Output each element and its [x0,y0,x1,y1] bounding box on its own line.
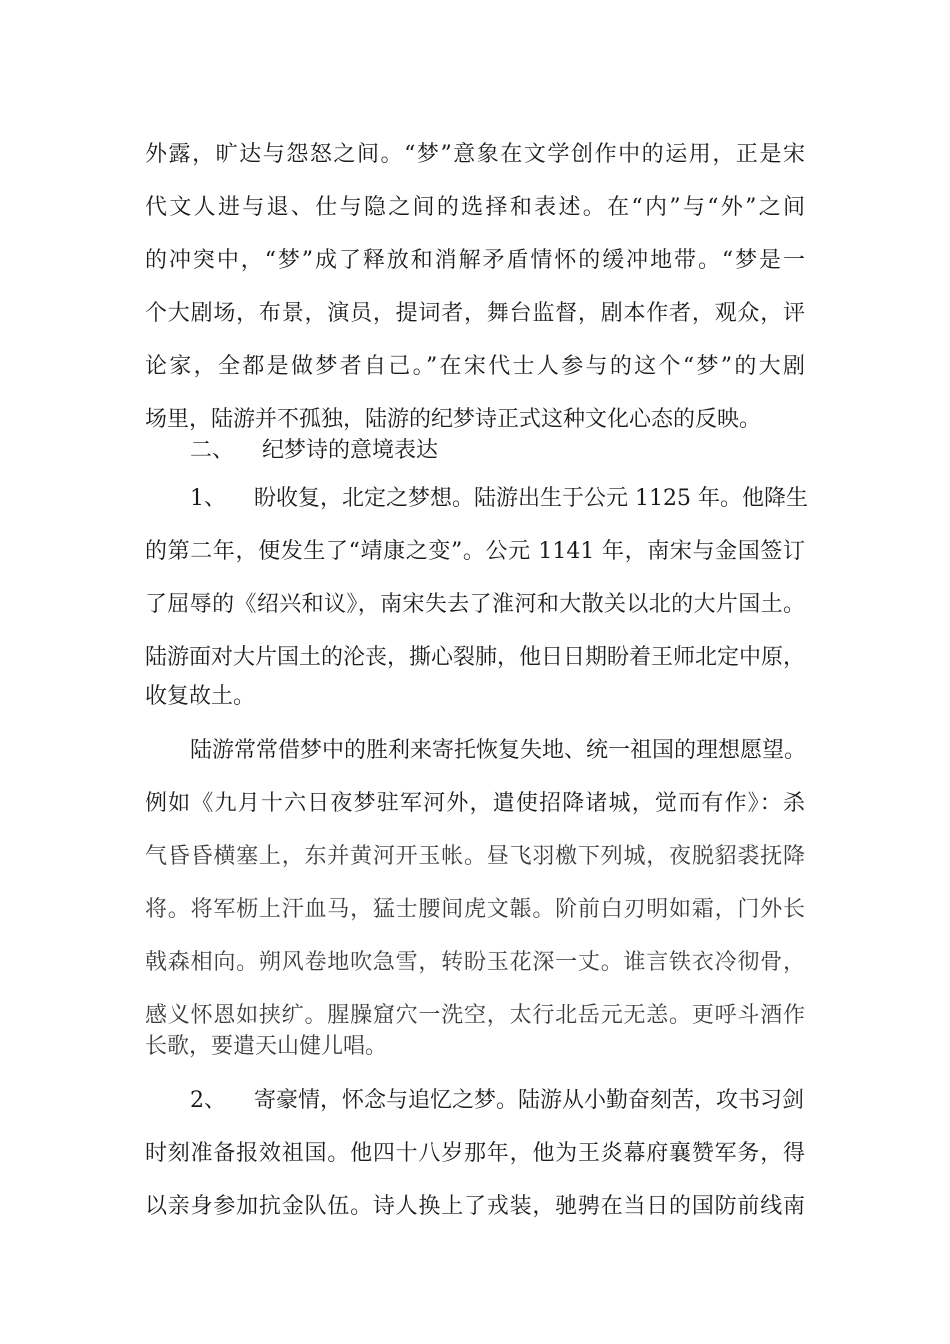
text-line-3: 的冲突中，“梦”成了释放和消解矛盾情怀的缓冲地带。“梦是一 [145,248,805,273]
text-line-22: 以亲身参加抗金队伍。诗人换上了戎装，驰骋在当日的国防前线南 [145,1194,805,1219]
text-line-10: 了屈辱的《绍兴和议》，南宋失去了淮河和大散关以北的大片国土。 [145,592,805,617]
poem-line-5: 长歌，要遣天山健儿唱。 [145,1034,388,1059]
text-line-4: 个大剧场，布景，演员，提词者，舞台监督，剧本作者，观众，评 [145,301,805,326]
subsection-2-first-line: 2、 寄豪情，怀念与追忆之梦。陆游从小勤奋刻苦，攻书习剑 [190,1088,804,1113]
text-line-21: 时刻准备报效祖国。他四十八岁那年，他为王炎幕府襄赞军务，得 [145,1141,805,1166]
subsection-1-first-line: 1、 盼收复，北定之梦想。陆游出生于公元 1125 年。他降生 [190,486,808,511]
poem-line-1: 气昏昏横塞上，东并黄河开玉帐。昼飞羽檄下列城，夜脱貂裘抚降 [145,844,805,869]
text-line-6: 场里，陆游并不孤独，陆游的纪梦诗正式这种文化心态的反映。 [145,407,762,432]
text-line-2: 代文人进与退、仕与隐之间的选择和表述。在“内”与“外”之间 [145,195,805,220]
text-line-12: 收复故土。 [145,684,256,709]
poem-line-2: 将。将军枥上汗血马，猛士腰间虎文韔。阶前白刃明如霜，门外长 [145,897,805,922]
section-heading: 二、 纪梦诗的意境表达 [190,438,438,463]
text-line-1: 外露，旷达与怨怒之间。“梦”意象在文学创作中的运用，正是宋 [145,142,805,167]
text-line-5: 论家，全都是做梦者自己。”在宋代士人参与的这个“梦”的大剧 [145,354,805,379]
paragraph-first-line: 陆游常常借梦中的胜利来寄托恢复失地、统一祖国的理想愿望。 [190,738,807,763]
text-line-9: 的第二年，便发生了“靖康之变”。公元 1141 年，南宋与金国签订 [145,539,805,564]
text-line-11: 陆游面对大片国土的沦丧，撕心裂肺，他日日期盼着王师北定中原， [145,645,806,670]
text-line-14: 例如《九月十六日夜梦驻军河外，遣使招降诸城，觉而有作》：杀 [145,791,805,816]
poem-line-3: 戟森相向。朔风卷地吹急雪，转盼玉花深一丈。谁言铁衣冷彻骨， [145,950,805,975]
poem-line-4: 感义怀恩如挟纩。腥臊窟穴一洗空，太行北岳元无恙。更呼斗酒作 [145,1003,805,1028]
